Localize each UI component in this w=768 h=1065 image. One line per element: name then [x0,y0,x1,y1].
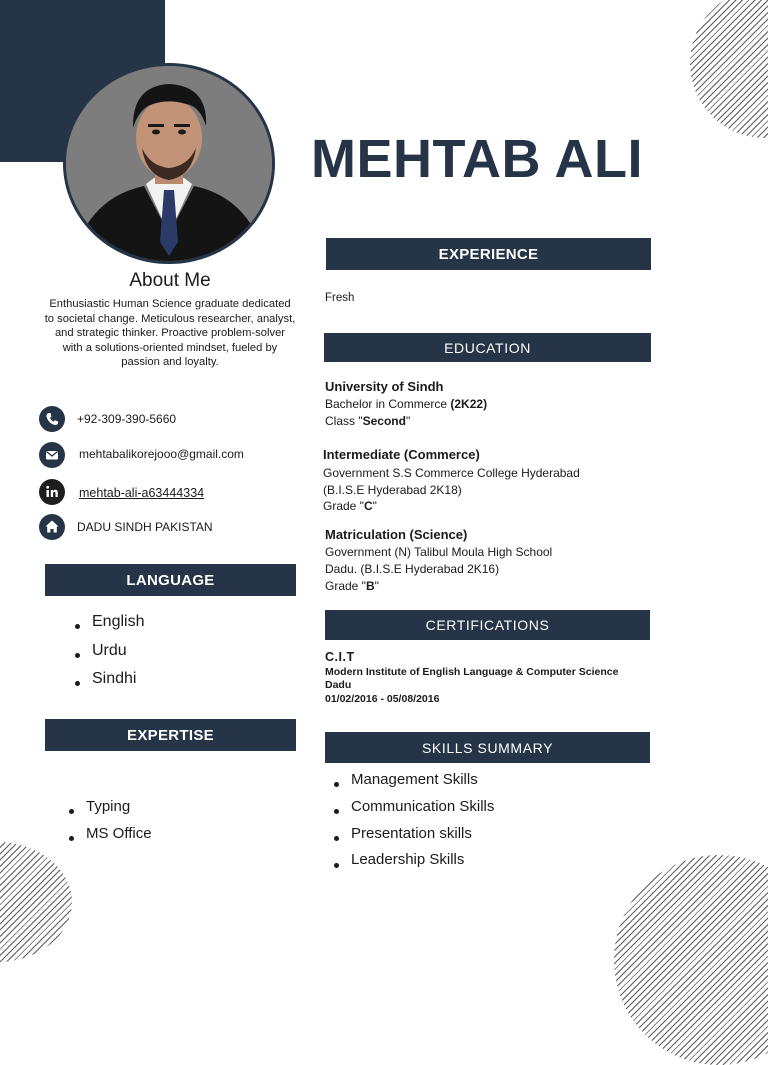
skills-list [329,771,649,878]
certification-name: C.I.T [325,650,355,664]
list-item: Communication Skills [329,798,649,825]
education-institution: University of Sindh [325,379,444,394]
education-grade: Grade "C" [323,499,377,513]
linkedin-link[interactable]: mehtab-ali-a63444334 [79,486,205,500]
hatched-circle-decoration [614,855,768,1065]
education-institution: Intermediate (Commerce) [323,447,480,462]
language-section-header [45,564,296,596]
skills-title: SKILLS SUMMARY [421,739,554,756]
list-item: Typing [64,798,264,825]
about-me-text: Enthusiastic Human Science graduate dedicated to societal change. Meticulous researcher, analyst, and strategic thinker. Proactive problem-solver with a solutions-oriented mindset, fueled by passion and loyalty. [44,298,296,369]
address: DADU SINDH PAKISTAN [77,520,213,534]
certifications-title: CERTIFICATIONS [425,617,550,633]
education-class: Class "Second" [325,414,411,428]
list-item: Sindhi [70,669,270,698]
list-item: English [70,612,270,641]
about-me-title: About Me [129,270,211,291]
mail-icon [39,442,65,468]
list-item: MS Office [64,825,264,852]
language-title: LANGUAGE [126,571,215,589]
home-icon [39,514,65,540]
experience-text: Fresh [325,292,355,304]
email-address[interactable]: mehtabalikorejooo@gmail.com [79,447,244,461]
profile-photo [63,63,275,264]
linkedin-icon [39,479,65,505]
education-institution: Matriculation (Science) [325,527,468,542]
education-detail: (B.I.S.E Hyderabad 2K18) [323,483,462,497]
list-item: Urdu [70,641,270,670]
education-degree: Bachelor in Commerce (2K22) [325,397,488,411]
education-detail: Government S.S Commerce College Hyderabad [323,466,580,480]
education-grade: Grade "B" [325,579,379,593]
candidate-name: MEHTAB ALI [311,129,643,189]
hatched-circle-decoration [0,842,72,962]
expertise-list [64,798,264,851]
experience-section-header [326,238,651,270]
expertise-title: EXPERTISE [127,726,214,744]
language-list [70,612,270,698]
certifications-section-header [325,610,650,640]
certification-institute: Modern Institute of English Language & Computer Science [325,666,619,678]
hatched-circle-decoration [690,0,768,138]
expertise-section-header [45,719,296,751]
phone-number: +92-309-390-5660 [77,412,177,426]
certification-institute-city: Dadu [325,679,352,691]
education-detail: Dadu. (B.I.S.E Hyderabad 2K16) [325,562,500,576]
experience-title: EXPERIENCE [438,245,539,263]
list-item: Presentation skills [329,825,649,852]
skills-section-header [325,732,650,763]
education-title: EDUCATION [444,339,531,356]
education-section-header [324,333,651,362]
certification-dates: 01/02/2016 - 05/08/2016 [325,693,440,705]
list-item: Leadership Skills [329,851,649,878]
phone-icon [39,406,65,432]
list-item: Management Skills [329,771,649,798]
education-detail: Government (N) Talibul Moula High School [325,545,553,559]
